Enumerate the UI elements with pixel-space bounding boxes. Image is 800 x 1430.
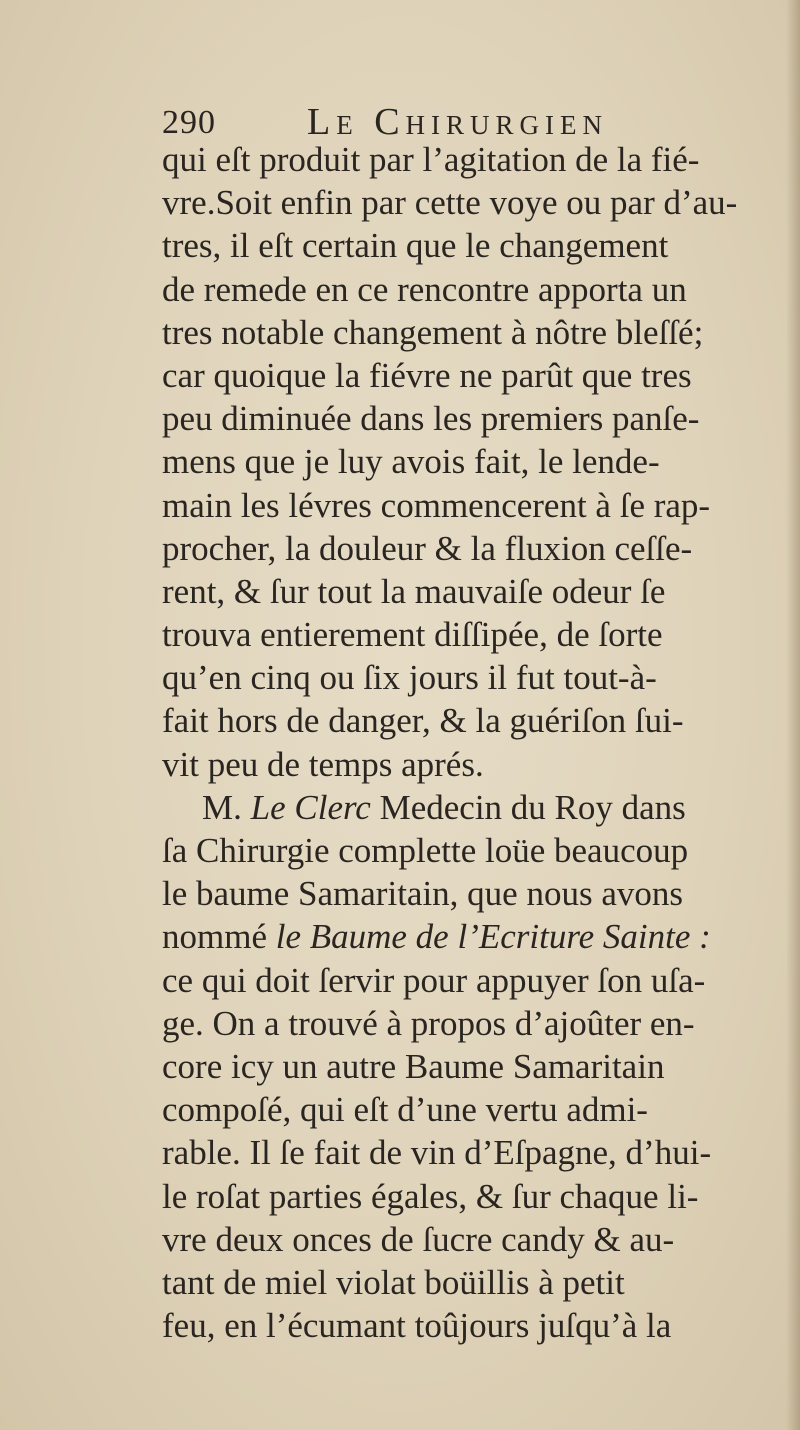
text-line: rent, & ſur tout la mauvaiſe odeur ſe xyxy=(162,571,666,611)
text-segment: M. xyxy=(202,787,251,827)
text-line: tant de miel violat boüillis à petit xyxy=(162,1262,625,1302)
text-line: de remede en ce rencontre apporta un xyxy=(162,269,687,309)
page-number: 290 xyxy=(162,104,216,141)
text-line: procher, la douleur & la fluxion ceſſe- xyxy=(162,528,693,568)
text-line: qu’en cinq ou ſix jours il fut tout-à- xyxy=(162,658,657,698)
text-line: rable. Il ſe fait de vin d’Eſpagne, d’hui- xyxy=(162,1133,712,1173)
text-line: ſa Chirurgie complette loüe beaucoup xyxy=(162,831,689,870)
text-segment: Medecin du Roy dans xyxy=(370,787,686,827)
text-line: tres notable changement à nôtre bleſſé; xyxy=(162,312,704,352)
balm-name-italic: le Baume de l’Ecriture Sainte : xyxy=(275,917,711,957)
text-line: le baume Samaritain, que nous avons xyxy=(162,874,683,914)
body-text xyxy=(162,138,772,1347)
text-line: ge. On a trouvé à propos d’ajoûter en- xyxy=(162,1003,695,1043)
author-name-italic: Le Clerc xyxy=(250,787,371,827)
text-line: le roſat parties égales, & ſur chaque li- xyxy=(162,1176,699,1216)
text-segment: nommé xyxy=(162,917,276,957)
paragraph-first-line xyxy=(162,786,772,829)
page-edge-shadow xyxy=(786,0,800,1430)
text-line: ce qui doit ſervir pour appuyer ſon uſa- xyxy=(162,960,706,1000)
text-line: vre deux onces de ſucre candy & au- xyxy=(162,1219,675,1259)
text-line: compoſé, qui eſt d’une vertu admi- xyxy=(162,1090,648,1130)
text-line: core icy un autre Baume Samaritain xyxy=(162,1046,665,1086)
text-line: feu, en l’écumant toûjours juſqu’à la xyxy=(162,1306,672,1346)
text-line: vre.Soit enfin par cette voye ou par d’au- xyxy=(162,183,738,223)
text-line: tres, il eſt certain que le changement xyxy=(162,226,669,266)
text-line-with-italic xyxy=(162,915,772,958)
text-line: fait hors de danger, & la guériſon ſui- xyxy=(162,701,684,741)
text-line: vit peu de temps aprés. xyxy=(162,744,484,784)
running-title: Le Chirurgien xyxy=(307,101,609,143)
text-line: car quoique la fiévre ne parût que tres xyxy=(162,355,692,395)
text-line: mens que je luy avois fait, le lende- xyxy=(162,442,660,482)
text-line: main les lévres commencerent à ſe rap- xyxy=(162,485,711,525)
text-line: qui eſt produit par l’agitation de la fié- xyxy=(162,140,700,179)
text-line: peu diminuée dans les premiers panſe- xyxy=(162,399,700,439)
text-line: trouva entierement diſſipée, de ſorte xyxy=(162,615,663,655)
